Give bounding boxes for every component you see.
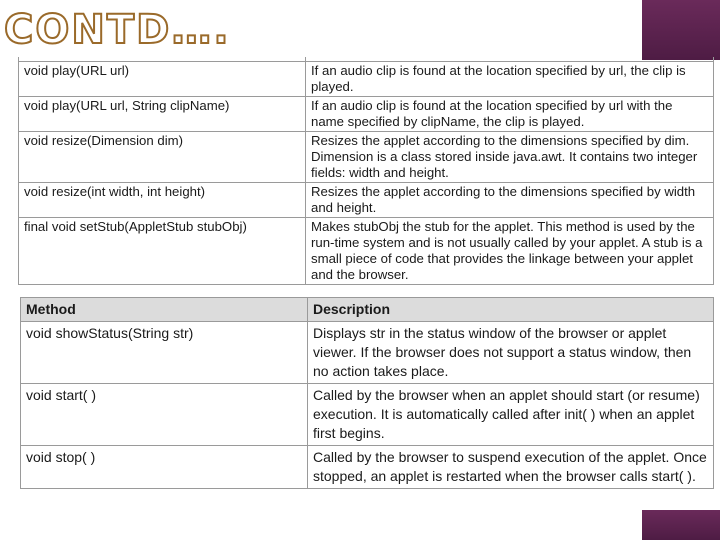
- table-row: [21, 384, 714, 446]
- slide-title: CONTD….: [4, 7, 231, 53]
- description-cell: If an audio clip is found at the location specified by url with the name specified by clipName, the clip is played.: [306, 97, 714, 132]
- description-cell: Called by the browser when an applet should start (or resume) execution. It is automatically called after init( ) when an applet first begins.: [308, 384, 714, 446]
- method-cell: void resize(int width, int height): [19, 183, 306, 218]
- column-header-method: Method: [21, 298, 308, 322]
- method-cell: void start( ): [21, 384, 308, 446]
- method-cell: void showStatus(String str): [21, 322, 308, 384]
- method-cell: final void setStub(AppletStub stubObj): [19, 218, 306, 285]
- method-cell: void play(URL url, String clipName): [19, 97, 306, 132]
- table-row: [19, 218, 714, 285]
- table-header-row: [21, 298, 714, 322]
- description-cell: Called by the browser to suspend execution of the applet. Once stopped, an applet is restarted when the browser calls start( ).: [308, 446, 714, 489]
- description-cell: Resizes the applet according to the dimensions specified by width and height.: [306, 183, 714, 218]
- description-cell: Displays str in the status window of the browser or applet viewer. If the browser does not support a status window, then no action takes place.: [308, 322, 714, 384]
- description-cell: Resizes the applet according to the dimensions specified by dim. Dimension is a class stored inside java.awt. It contains two integer fields: width and height.: [306, 132, 714, 183]
- corner-decoration-top: [642, 0, 720, 60]
- table-row: [19, 132, 714, 183]
- method-cell: void resize(Dimension dim): [19, 132, 306, 183]
- description-cell: If an audio clip is found at the location specified by url, the clip is played.: [306, 62, 714, 97]
- description-cell: Makes stubObj the stub for the applet. This method is used by the run-time system and is not usually called by your applet. A stub is a small piece of code that provides the linkage between your applet and the browser.: [306, 218, 714, 285]
- table-row: [21, 322, 714, 384]
- table-row: [19, 97, 714, 132]
- method-cell: void play(URL url): [19, 62, 306, 97]
- table-row: [21, 446, 714, 489]
- table-row: [19, 183, 714, 218]
- corner-decoration-bottom: [642, 510, 720, 540]
- column-header-description: Description: [308, 298, 714, 322]
- methods-table-continued: [18, 57, 714, 285]
- table-row: [19, 62, 714, 97]
- method-cell: void stop( ): [21, 446, 308, 489]
- methods-table: [20, 297, 714, 489]
